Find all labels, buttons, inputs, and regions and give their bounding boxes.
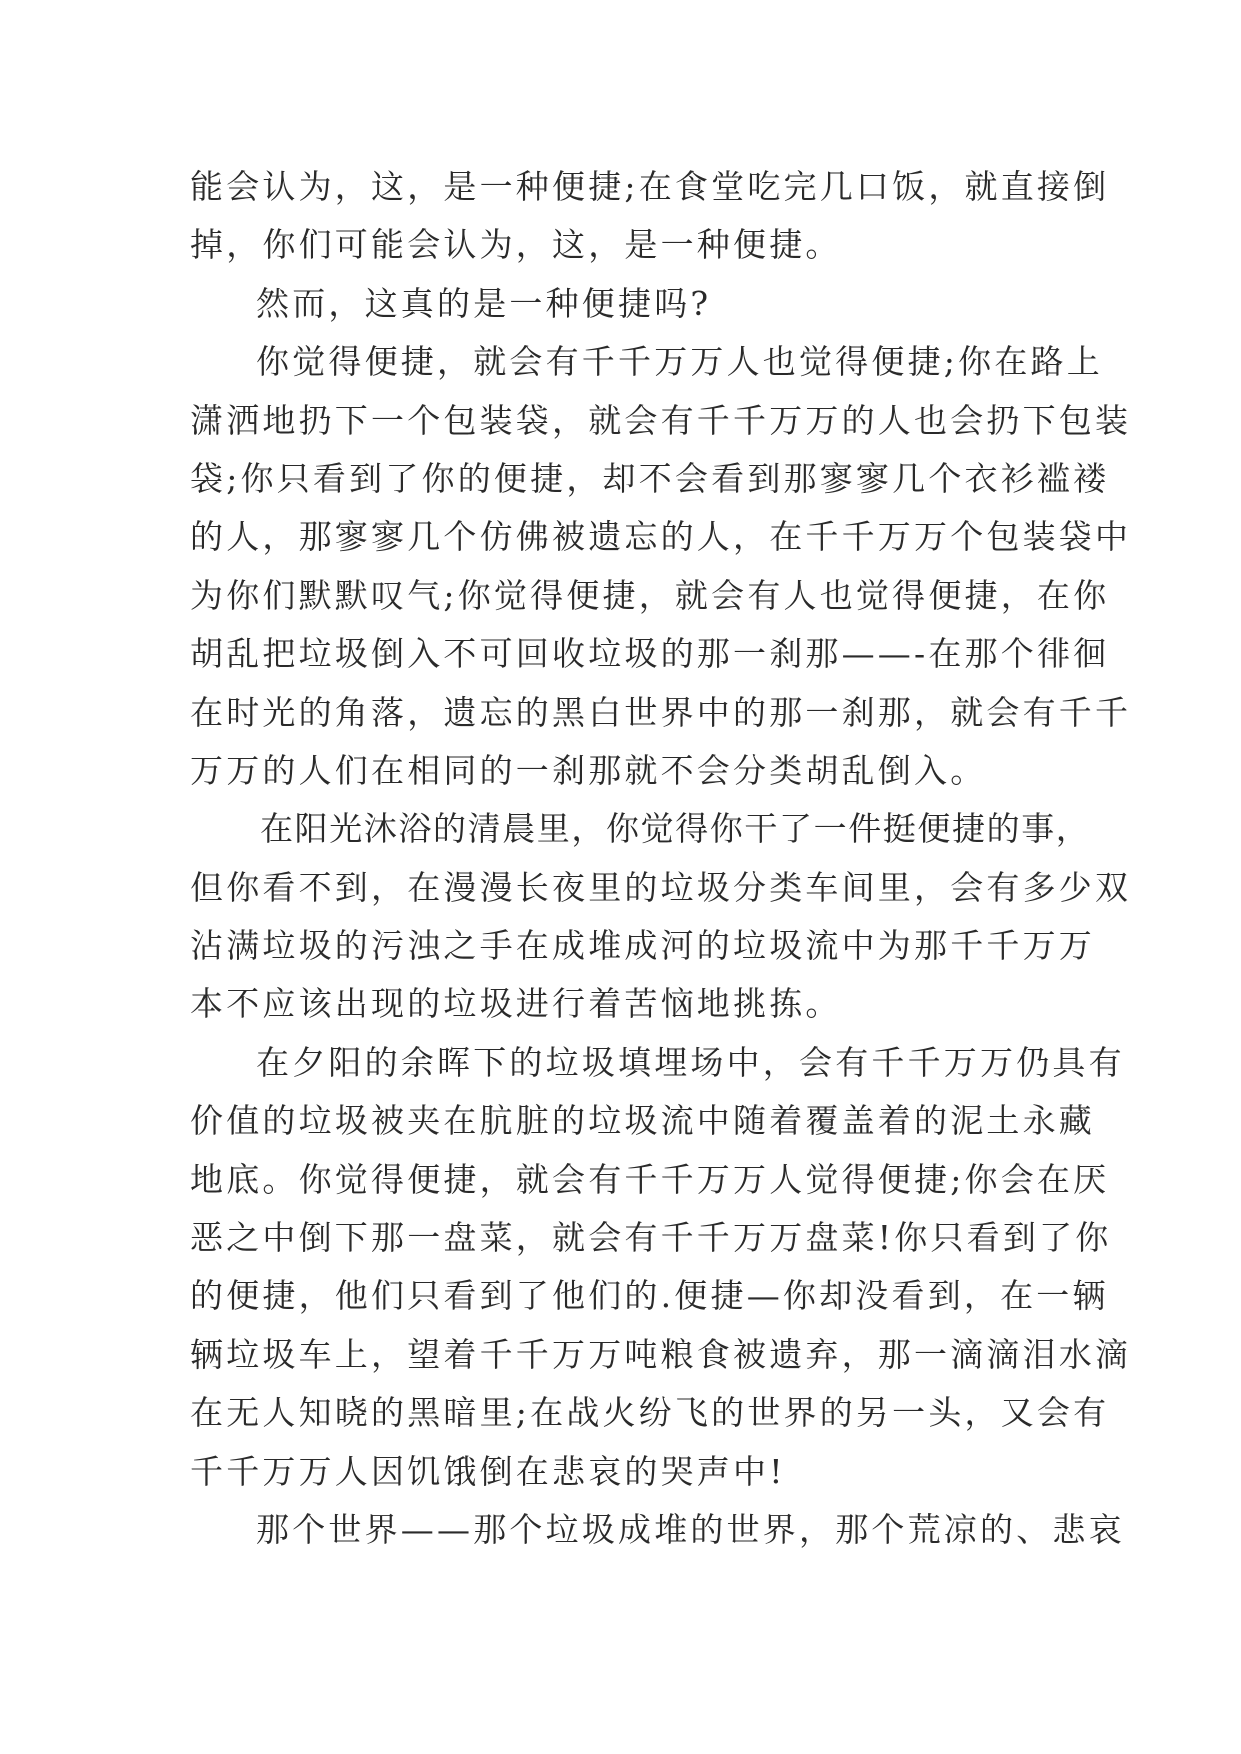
text-line: 沾满垃圾的污浊之手在成堆成河的垃圾流中为那千千万万 — [190, 926, 1095, 966]
text-line: 价值的垃圾被夹在肮脏的垃圾流中随着覆盖着的泥土永藏 — [190, 1101, 1095, 1141]
text-line: 的人，那寥寥几个仿佛被遗忘的人，在千千万万个包装袋中 — [190, 517, 1132, 557]
text-line: 掉，你们可能会认为，这，是一种便捷。 — [190, 225, 842, 265]
text-line: 在时光的角落，遗忘的黑白世界中的那一刹那，就会有千千 — [190, 692, 1132, 732]
paragraph-first-line: 然而，这真的是一种便捷吗? — [256, 283, 712, 323]
text-line: 袋;你只看到了你的便捷，却不会看到那寥寥几个衣衫褴褛 — [190, 458, 1110, 498]
paragraph-first-line: 在夕阳的余晖下的垃圾填埋场中，会有千千万万仍具有 — [256, 1042, 1125, 1082]
text-line: 能会认为，这，是一种便捷;在食堂吃完几口饭，就直接倒 — [190, 167, 1110, 206]
text-line: 千千万万人因饥饿倒在悲哀的哭声中! — [190, 1451, 786, 1491]
text-line: 但你看不到，在漫漫长夜里的垃圾分类车间里，会有多少双 — [190, 867, 1132, 907]
text-line: 本不应该出现的垃圾进行着苦恼地挑拣。 — [190, 984, 842, 1024]
text-line: 万万的人们在相同的一刹那就不会分类胡乱倒入。 — [190, 750, 987, 790]
text-line: 的便捷，他们只看到了他们的.便捷—你却没看到，在一辆 — [190, 1276, 1109, 1316]
paragraph-first-line: 你觉得便捷，就会有千千万万人也觉得便捷;你在路上 — [256, 342, 1103, 382]
text-line: 辆垃圾车上，望着千千万万吨粮食被遗弃，那一滴滴泪水滴 — [190, 1334, 1132, 1374]
paragraph-first-line: 在阳光沐浴的清晨里，你觉得你干了一件挺便捷的事， — [260, 809, 1091, 849]
text-line: 恶之中倒下那一盘菜，就会有千千万万盘菜!你只看到了你 — [190, 1218, 1112, 1258]
text-line: 地底。你觉得便捷，就会有千千万万人觉得便捷;你会在厌 — [190, 1159, 1110, 1199]
paragraph-first-line: 那个世界——那个垃圾成堆的世界，那个荒凉的、悲哀 — [256, 1509, 1125, 1549]
text-line: 为你们默默叹气;你觉得便捷，就会有人也觉得便捷，在你 — [190, 575, 1110, 615]
document-body — [190, 158, 1132, 1559]
text-line: 在无人知晓的黑暗里;在战火纷飞的世界的另一头，又会有 — [190, 1393, 1110, 1433]
text-line: 胡乱把垃圾倒入不可回收垃圾的那一刹那——-在那个徘徊 — [190, 634, 1110, 674]
text-line: 潇洒地扔下一个包装袋，就会有千千万万的人也会扔下包装 — [190, 400, 1132, 440]
